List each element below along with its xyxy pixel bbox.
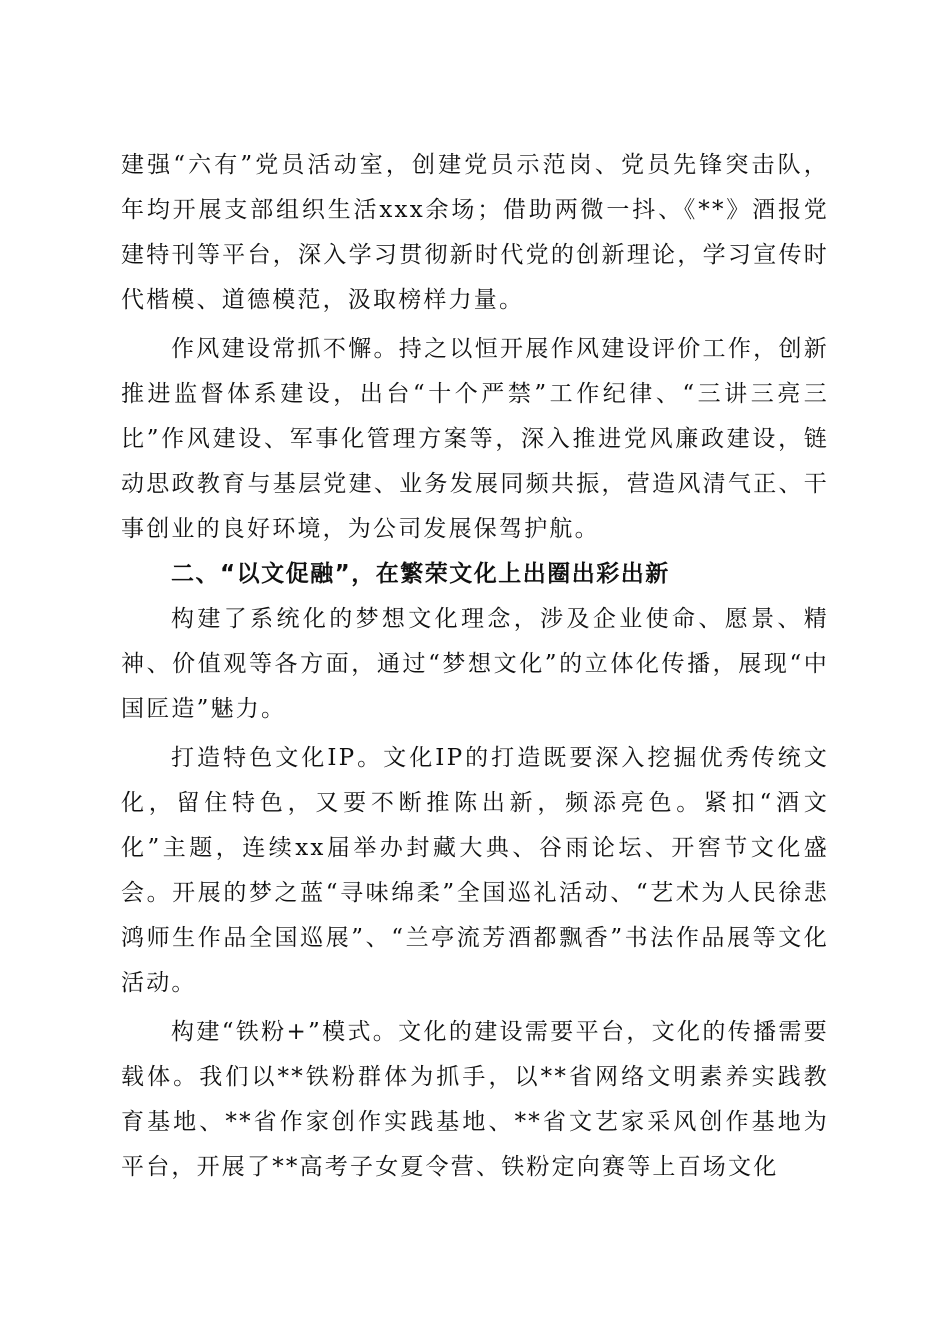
paragraph-fans-mode: 构建“铁粉+”模式。文化的建设需要平台，文化的传播需要载体。我们以**铁粉群体为抓手，以**省网络文明素养实践教育基地、**省作家创作实践基地、**省文艺家采风创作基地为平台，开展了**高考子女夏令营、铁粉定向赛等上百场文化 bbox=[121, 1019, 829, 1180]
paragraph-dream-culture: 构建了系统化的梦想文化理念，涉及企业使命、愿景、精神、价值观等各方面，通过“梦想文化”的立体化传播，展现“中国匠造”魅力。 bbox=[121, 606, 829, 722]
paragraph-culture-ip: 打造特色文化IP。文化IP的打造既要深入挖掘优秀传统文化，留住特色，又要不断推陈出新，频添亮色。紧扣“酒文化”主题，连续xx届举办封藏大典、谷雨论坛、开窖节文化盛会。开展的梦之蓝“寻味绵柔”全国巡礼活动、“艺术为人民徐悲鸿师生作品全国巡展”、“兰亭流芳酒都飘香”书法作品展等文化活动。 bbox=[121, 745, 829, 996]
section-heading-culture: 二、“以文促融”，在繁荣文化上出圈出彩出新 bbox=[171, 561, 670, 587]
paragraph-work-style: 作风建设常抓不懈。持之以恒开展作风建设评价工作，创新推进监督体系建设，出台“十个严禁”工作纪律、“三讲三亮三比”作风建设、军事化管理方案等，深入推进党风廉政建设，链动思政教育与基层党建、业务发展同频共振，营造风清气正、干事创业的良好环境，为公司发展保驾护航。 bbox=[121, 336, 829, 542]
paragraph-party-activity-room: 建强“六有”党员活动室，创建党员示范岗、党员先锋突击队，年均开展支部组织生活xxx余场；借助两微一抖、《**》酒报党建特刊等平台，深入学习贯彻新时代党的创新理论，学习宣传时代楷模、道德模范，汲取榜样力量。 bbox=[121, 152, 829, 313]
document-body bbox=[121, 143, 829, 1190]
